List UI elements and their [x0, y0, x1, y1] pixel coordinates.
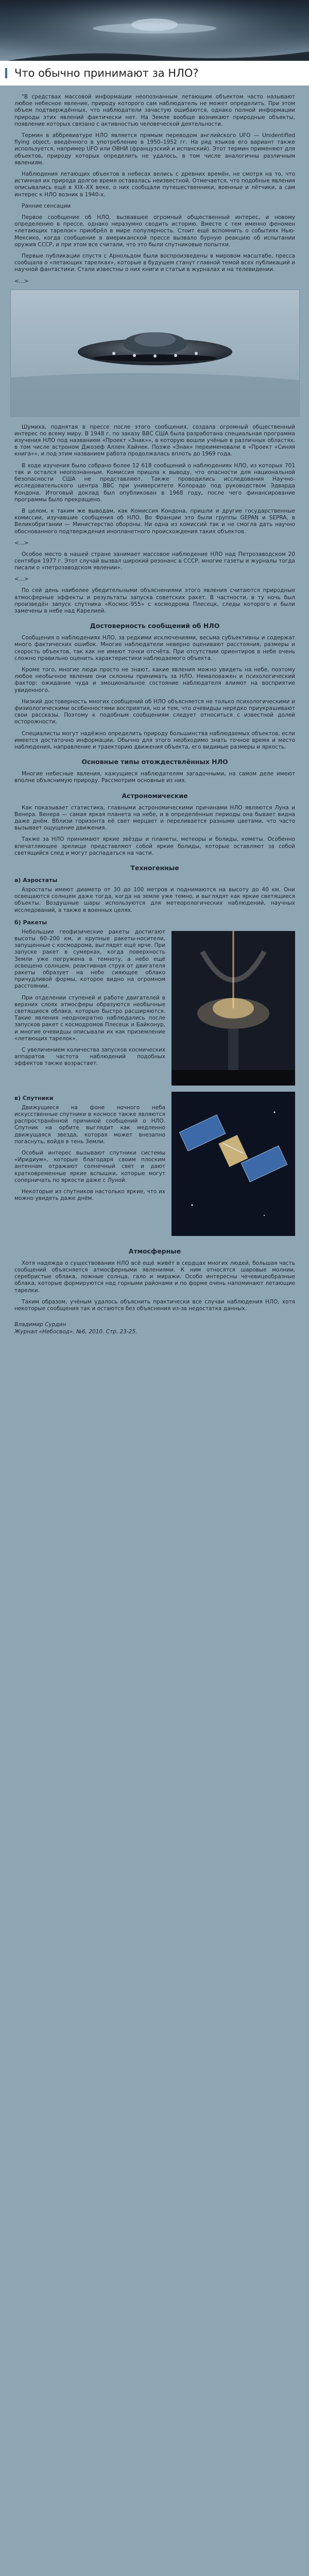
ellipsis-separator: <...> [14, 278, 29, 284]
article-content [0, 86, 309, 1336]
section-heading-astronomical: Астрономические [122, 791, 188, 800]
rockets-paragraph-1: Небольшие геофизические ракеты достигают высоты 60–200 км, и крупные ракеты-носители, запущенные с космодрома, выглядят ещё ярче. При запуске ракет в сумерках, когда поверхность Земли уже погружена в темноту, а небо ещё освещено солнцем, реактивная струя от двигателя ракеты образует на небе сияющее облако причудливой формы, которое видно на огромном расстоянии. [14, 928, 165, 990]
balloons-paragraph: Аэростаты имеют диаметр от 30 до 100 метров и поднимаются на высоту до 40 км. Они освещаются солнцем даже тогда, когда на земле уже темно, и выглядят как яркие светящиеся объекты. Воздушные шары используются для метеорологических наблюдений, научных исследований, а также в военных целях. [14, 887, 295, 913]
intro-paragraph-1: "В средствах массовой информации неопознанным летающим объектом часто называют любое небесное явление, природу которого сам наблюдатель не может определить. При этом объем подтверждённых, что наблюдатели зачастую ошибаются, однако полной информации природы этих явлений фактически нет. На Земле вообще возникают природные объекты, появление которых связано с активностью человеческой деятельности. [14, 94, 295, 127]
satellite-image [171, 1092, 295, 1236]
ellipsis-separator: <...> [14, 539, 29, 546]
rocket-launch-image [171, 931, 295, 1086]
history-paragraph-3: В целом, к таким же выводам, как Комиссия Кондона, пришли и другие государственные комиссии, изучавшие сообщения об НЛО. Во Франции это были группы GEPAN и SEPRA, в Великобритании — Министерство обороны. Ни одна из комиссий так и не смогла дать научно обоснованного подтверждения инопланетного происхождения таких объектов. [14, 507, 295, 535]
page-title: Что обычно принимают за НЛО? [14, 67, 199, 79]
rockets-paragraph-2: При отделении ступеней и работе двигателей в верхних слоях атмосферы образуются необычные светящиеся облака, которые быстро расширяются. Такие явления неоднократно наблюдались после запусков ракет с космодромов Плесецк и Байконур, и многие очевидцы описывали их как приземление «летающих тарелок». [14, 994, 165, 1042]
section-heading-atmospheric: Атмосферные [128, 1247, 181, 1255]
footer-source: Журнал «Небосвод», №6, 2010. Стр. 23-25. [14, 1329, 138, 1335]
intro-paragraph-2: Термин в аббревиатуре НЛО является прямым переводом английского UFO — Unidentified flying object, введённого в употребление в 1950–1952 гг. На ряд языков его вариант также используется, например UFO или ОВНИ (французский и испанский). Этот термин применяют для объектов, природу которых определить не удалось, в том числе аналогичны различным явлениям. [14, 132, 295, 166]
subheading-balloons: а) Аэростаты [14, 877, 58, 884]
reliability-paragraph-1: Сообщения о наблюдениях НЛО, за редкими исключениями, весьма субъективны и содержат много фактических ошибок. Многие наблюдатели неверно оценивают расстояния, размеры и скорость объектов, так как не имеют точки отсчёта. При отсутствии ориентиров в небе очень сложно правильно оценить характеристики наблюдаемого объекта. [14, 635, 295, 662]
astro-paragraph-2: Также за НЛО принимают яркие звёзды и планеты, метеоры и болиды, кометы. Особенно впечатляющее зрелище представляют собой яркие болиды, которые оставляют за собой светящийся след и могут распадаться на части. [14, 836, 295, 856]
astro-paragraph-1: Как показывает статистика, главными астрономическими причинами НЛО являются Луна и Венера. Венера — самая яркая планета на небе, и в определённые периоды она бывает видна даже днём. Вблизи горизонта её свет мерцает и переливается разными цветами, что часто вызывает ощущение движения. [14, 804, 295, 832]
ufo-sky-image [10, 290, 300, 417]
article-footer [14, 1321, 295, 1335]
history-paragraph-2: В ходе изучения было собрано более 12 618 сообщений о наблюдениях НЛО, из которых 701 так и остался неопознанным. Комиссия пришла к выводу, что опасности для национальной безопасности США не представляют. Также проводились исследования Научно-исследовательского центра ВВС при университете Колорадо под руководством Эдварда Кондона. Итоговый доклад был опубликован в 1968 году, после чего финансирование программы было прекращено. [14, 462, 295, 503]
title-accent-mark [5, 68, 7, 78]
ellipsis-separator: <...> [14, 576, 29, 583]
atmo-paragraph-2: Таким образом, учёным удалось объяснить практически все случаи наблюдения НЛО, хотя некоторые сообщения так и остаются без объяснения из-за недостатка данных. [14, 1298, 295, 1312]
petrozavodsk-paragraph: Особое место в нашей стране занимает массовое наблюдение НЛО над Петрозаводском 20 сентября 1977 г. Этот случай вызвал широкий резонанс в СССР, многие газеты и журналы тогда писали о «петрозаводском явлении». [14, 551, 295, 571]
satellites-paragraph-3: Некоторые из спутников настолько яркие, что их можно увидеть даже днём. [14, 1189, 165, 1202]
petrozavodsk-explanation: По сей день наиболее убедительными объяснениями этого явления считаются природные атмосферные эффекты и результаты запуска советских ракет. В частности, в ту ночь был произведён запуск спутника «Космос-955» с космодрома Плесецк, следы которого и были замечены в небе над Карелией. [14, 587, 295, 614]
footer-author: Владимир Сурдин [14, 1321, 66, 1328]
atmo-paragraph-1: Хотя надежда о существовании НЛО всё ещё живёт в сердцах многих людей, большая часть сообщений объясняется атмосферными явлениями. К ним относятся шаровые молнии, серебристые облака, ложные солнца, гало и миражи. Особо интересны чечевицеобразные облака, которые формируются над горными районами и по форме очень напоминают летающие тарелки. [14, 1260, 295, 1294]
subheading-rockets: б) Ракеты [14, 919, 47, 926]
satellites-paragraph-2: Особый интерес вызывают спутники системы «Иридиум», которые благодаря своим плоским антеннам отражают солнечный свет и дают кратковременные яркие вспышки, которые могут соперничать по яркости даже с Луной. [14, 1150, 165, 1183]
types-intro-paragraph: Многие небесные явления, кажущиеся наблюдателям загадочными, на самом деле имеют вполне объяснимую природу. Рассмотрим основные из них. [14, 771, 295, 784]
reliability-paragraph-2: Кроме того, многие люди просто не знают, какие явления можно увидеть на небе, поэтому любое необычное явление они склонны принимать за НЛО. Немаловажен и психологический фактор: ожидание чуда и эмоциональное состояние наблюдателя влияют на восприятие увиденного. [14, 666, 295, 693]
rockets-paragraph-3: С увеличением количества запусков космических аппаратов частота наблюдений подобных эффектов также возрастает. [14, 1047, 165, 1067]
history-paragraph-1: Шумиха, поднятая в прессе после этого сообщения, создала огромный общественный интерес по всему миру. В 1948 г. по заказу ВВС США была разработана специальная программа изучения НЛО под названием «Проект «Знак»», в которую вошли учёные в различных областях, в том числе астроном Джозеф Аллен Хайнек. Позже «Знак» переименовали в «Проект «Синяя книга»», и под этим названием работа продолжалась вплоть до 1969 года. [14, 423, 295, 457]
intro-paragraph-3: Наблюдения летающих объектов в небесах велись с древних времён, не смотря на то, что истинная их природа долгое время оставалась неизвестной. Отмечается, что подобные явления описывались ещё в XIX–XX веке, о них сообщали путешественники, военные и лётчики, а сам интерес к НЛО возник в 1940-х. [14, 171, 295, 198]
intro-paragraph-4: Ранние сенсации [22, 202, 71, 209]
satellites-paragraph-1: Движущиеся на фоне ночного неба искусственные спутники в космосе также являются распространённой причиной сообщений о НЛО. Спутник на орбите выглядит как медленно движущаяся звезда, которая может внезапно погаснуть, войдя в тень Земли. [14, 1104, 165, 1145]
section-heading-technogenic: Техногенные [130, 864, 179, 872]
section-heading-reliability: Достоверность сообщений об НЛО [90, 622, 220, 630]
reliability-paragraph-4: Специалисты могут надёжно определить природу большинства наблюдаемых объектов, если имеется достаточно информации. Обычно для этого необходимо знать точное время и место наблюдения, направление и траекторию движения объекта, его видимые размеры и яркость. [14, 730, 295, 750]
subheading-satellites: в) Спутники [14, 1094, 54, 1101]
intro-paragraph-5: Первое сообщение об НЛО, вызвавшее огромный общественный интерес, и новому определению в прессе, однако неразумно сводить историю. Вместе с тем именно феномен «летающих тарелок» приобрёл в мире популярность. Стоит ещё вспомнить о событиях Нью-Мексико, когда сообщение в американской прессе вызвало бурную реакцию об испытании оружия СССР, и при этом все считали, что это были спутниковые попытки. [14, 214, 295, 248]
reliability-paragraph-3: Низкий достоверность многих сообщений об НЛО объясняется не только психологическими и физиологическими особенностями восприятия, но и тем, что очевидцы нередко приукрашивают свои рассказы. Поэтому к подобным сообщениям следует относиться с известной долей осторожности. [14, 698, 295, 725]
title-bar [0, 61, 309, 86]
section-heading-types: Основные типы отождествлённых НЛО [81, 758, 228, 766]
header-banner-image [0, 0, 309, 67]
intro-paragraph-6: Первые публикации спустя с Арнольдом были воспроизведены в мировом масштабе, пресса сообщала о «летающих тарелках», которые в будущем станут главной темой всех публикаций и научной фантастики. Стали известны о них книги и статьи в журналах и на телевидении. [14, 253, 295, 273]
